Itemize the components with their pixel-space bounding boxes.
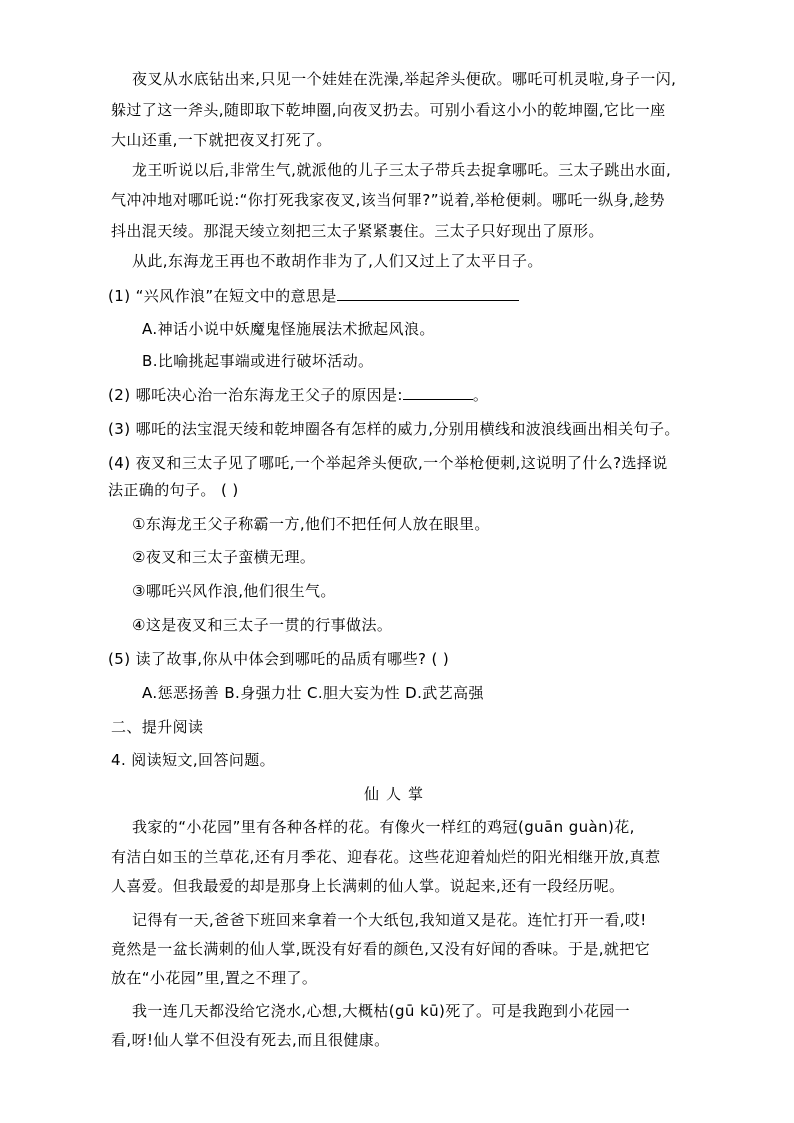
section-heading: 二、提升阅读	[111, 718, 204, 736]
story1-p3: 从此,东海龙王再也不敢胡作非为了,人们又过上了太平日子。	[132, 252, 543, 270]
question-1-answer-blank[interactable]	[337, 286, 519, 301]
passage-p2-line1: 记得有一天,爸爸下班回来拿着一个大纸包,我知道又是花。连忙打开一看,哎!	[132, 911, 647, 929]
question-4-option-4: ④这是夜叉和三太子一贯的行事做法。	[132, 616, 393, 634]
passage-title: 仙人掌	[363, 785, 430, 803]
question-1-text: (1) “兴风作浪”在短文中的意思是	[108, 287, 337, 305]
passage-p1-line1: 我家的“小花园”里有各种各样的花。有像火一样红的鸡冠(guān guàn)花,	[132, 818, 635, 836]
question-1-option-a: A.神话小说中妖魔鬼怪施展法术掀起风浪。	[142, 320, 435, 338]
question-2	[108, 384, 488, 406]
question-2-answer-blank[interactable]	[403, 385, 473, 400]
question-4-option-3: ③哪吒兴风作浪,他们很生气。	[132, 582, 336, 600]
story1-p2-line3: 抖出混天绫。那混天绫立刻把三太子紧紧裹住。三太子只好现出了原形。	[111, 222, 604, 240]
passage-p1-line2: 有洁白如玉的兰草花,还有月季花、迎春花。这些花迎着灿烂的阳光相继开放,真惹	[111, 848, 661, 866]
question-1	[108, 285, 519, 307]
question-4-line2: 法正确的句子。 ( )	[108, 481, 239, 499]
question-4-option-2: ②夜叉和三太子蛮横无理。	[132, 548, 316, 566]
story1-p2-line2: 气冲冲地对哪吒说:“你打死我家夜叉,该当何罪?”说着,举枪便刺。哪吒一纵身,趁势	[111, 191, 665, 209]
question-5-options: A.惩恶扬善 B.身强力壮 C.胆大妄为性 D.武艺高强	[142, 684, 484, 702]
passage-p1-line3: 人喜爱。但我最爱的却是那身上长满刺的仙人掌。说起来,还有一段经历呢。	[111, 877, 625, 895]
story1-p1-line1: 夜叉从水底钻出来,只见一个娃娃在洗澡,举起斧头便砍。哪吒可机灵啦,身子一闪,	[132, 70, 677, 88]
question-1-option-b: B.比喻挑起事端或进行破坏活动。	[142, 352, 374, 370]
question-5: (5) 读了故事,你从中体会到哪吒的品质有哪些? ( )	[108, 650, 450, 668]
question-2-end: 。	[472, 386, 489, 404]
question-4-line1: (4) 夜叉和三太子见了哪吒,一个举起斧头便砍,一个举枪便刺,这说明了什么?选择说	[108, 454, 668, 472]
passage-p3-line1: 我一连几天都没给它浇水,心想,大概枯(gū kū)死了。可是我跑到小花园一	[132, 1002, 631, 1020]
passage-p2-line3: 放在“小花园”里,置之不理了。	[111, 969, 318, 987]
story1-p2-line1: 龙王听说以后,非常生气,就派他的儿子三太子带兵去捉拿哪吒。三太子跳出水面,	[132, 161, 672, 179]
question-4-option-1: ①东海龙王父子称霸一方,他们不把任何人放在眼里。	[132, 515, 490, 533]
question-3: (3) 哪吒的法宝混天绫和乾坤圈各有怎样的威力,分别用横线和波浪线画出相关句子。	[108, 420, 680, 438]
passage-p3-line2: 看,呀!仙人掌不但没有死去,而且很健康。	[111, 1031, 390, 1049]
passage-p2-line2: 竟然是一盆长满刺的仙人掌,既没有好看的颜色,又没有好闻的香味。于是,就把它	[111, 940, 651, 958]
question-2-text: (2) 哪吒决心治一治东海龙王父子的原因是:	[108, 386, 403, 404]
story1-p1-line3: 大山还重,一下就把夜叉打死了。	[111, 131, 332, 149]
story1-p1-line2: 躲过了这一斧头,随即取下乾坤圈,向夜叉扔去。可别小看这小小的乾坤圈,它比一座	[111, 101, 666, 119]
section-question-intro: 4. 阅读短文,回答问题。	[111, 751, 276, 769]
